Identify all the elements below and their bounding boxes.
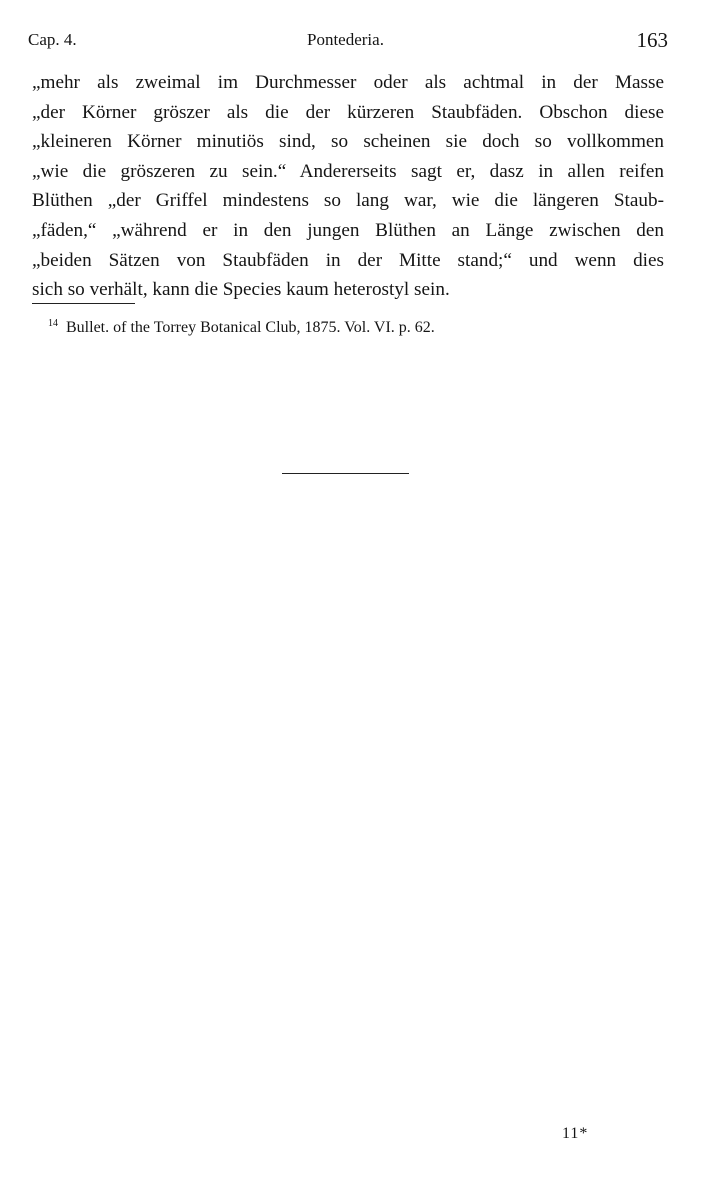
running-header — [28, 28, 668, 54]
footnote-text: Bullet. of the Torrey Botanical Club, 1875. Vol. VI. p. 62. — [66, 319, 435, 336]
footnote — [48, 318, 435, 337]
text-line: sich so verhält, kann die Species kaum heterostyl sein. — [32, 279, 450, 301]
chapter-label: Cap. 4. — [28, 30, 77, 49]
running-title: Pontederia. — [307, 30, 384, 49]
text-line: „kleineren Körner minutiös sind, so scheinen sie doch so vollkommen — [32, 131, 664, 153]
footnote-marker: 14 — [48, 318, 58, 329]
text-line: „wie die gröszeren zu sein.“ Andererseits sagt er, dasz in allen reifen — [32, 160, 664, 182]
text-line: „fäden,“ „während er in den jungen Blüthen an Länge zwischen den — [32, 219, 664, 241]
page-number: 163 — [636, 28, 668, 52]
text-line: „mehr als zweimal im Durchmesser oder als achtmal in der Masse — [32, 72, 664, 93]
body-paragraph — [32, 68, 664, 305]
text-line: Blüthen „der Griffel mindestens so lang war, wie die längeren Staub- — [32, 190, 664, 212]
text-line: „der Körner gröszer als die der kürzeren Staubfäden. Obschon diese — [32, 101, 664, 123]
footnote-separator — [32, 303, 135, 304]
text-line: „beiden Sätzen von Staubfäden in der Mitte stand;“ und wenn dies — [32, 249, 664, 271]
signature-mark: 11* — [562, 1125, 589, 1142]
section-end-rule — [282, 473, 409, 474]
